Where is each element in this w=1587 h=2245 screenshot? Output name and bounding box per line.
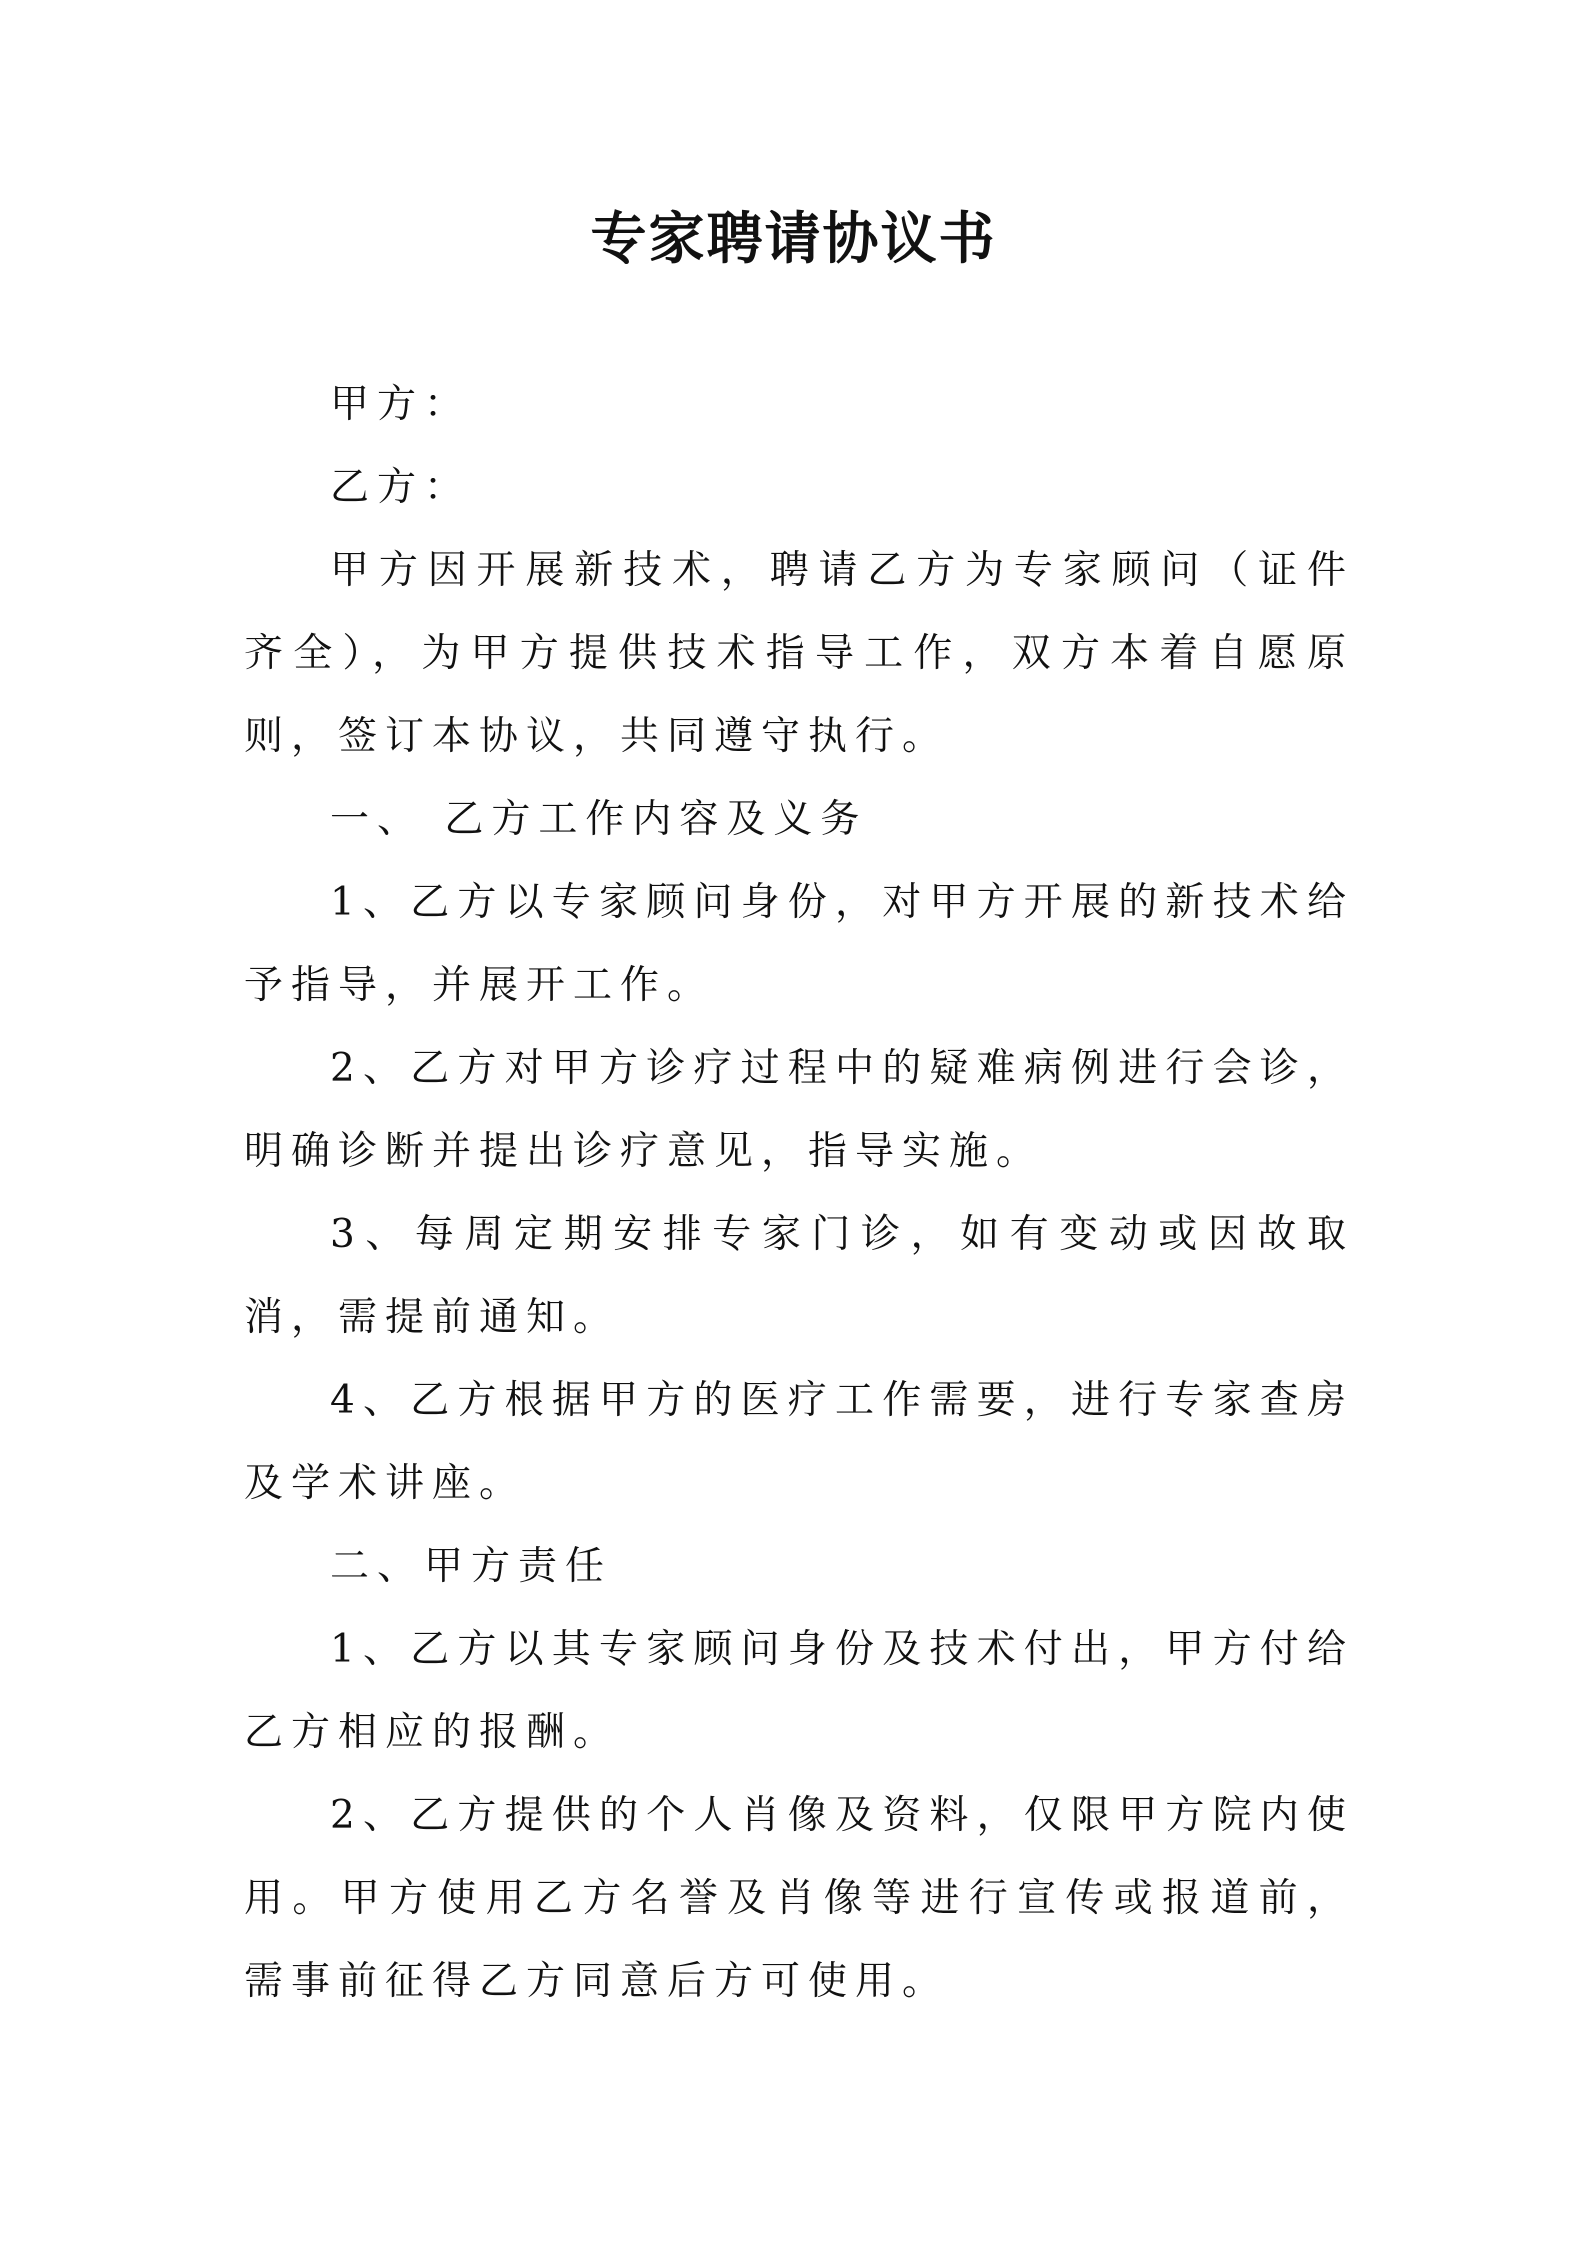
list-item: 2、乙方提供的个人肖像及资料，仅限甲方院内使用。甲方使用乙方名誉及肖像等进行宣传或报道前，需事前征得乙方同意后方可使用。 [244, 1793, 1354, 2004]
document-body [244, 363, 1354, 2023]
section-heading: 二、甲方责任 [330, 1544, 613, 1589]
section-heading: 一、 乙方工作内容及义务 [330, 797, 868, 842]
list-item: 1、乙方以其专家顾问身份及技术付出，甲方付给乙方相应的报酬。 [244, 1627, 1354, 1755]
party-a-line: 甲方： [330, 382, 472, 427]
list-item: 1、乙方以专家顾问身份，对甲方开展的新技术给予指导，并展开工作。 [244, 880, 1354, 1008]
party-b-line: 乙方： [330, 465, 472, 510]
list-item: 4、乙方根据甲方的医疗工作需要，进行专家查房及学术讲座。 [244, 1378, 1354, 1506]
list-item: 2、乙方对甲方诊疗过程中的疑难病例进行会诊，明确诊断并提出诊疗意见，指导实施。 [244, 1046, 1354, 1174]
list-item: 3、每周定期安排专家门诊，如有变动或因故取消，需提前通知。 [244, 1212, 1354, 1340]
document-title: 专家聘请协议书 [590, 207, 997, 272]
intro-paragraph: 甲方因开展新技术，聘请乙方为专家顾问（证件齐全），为甲方提供技术指导工作，双方本着自愿原则，签订本协议，共同遵守执行。 [244, 548, 1354, 759]
